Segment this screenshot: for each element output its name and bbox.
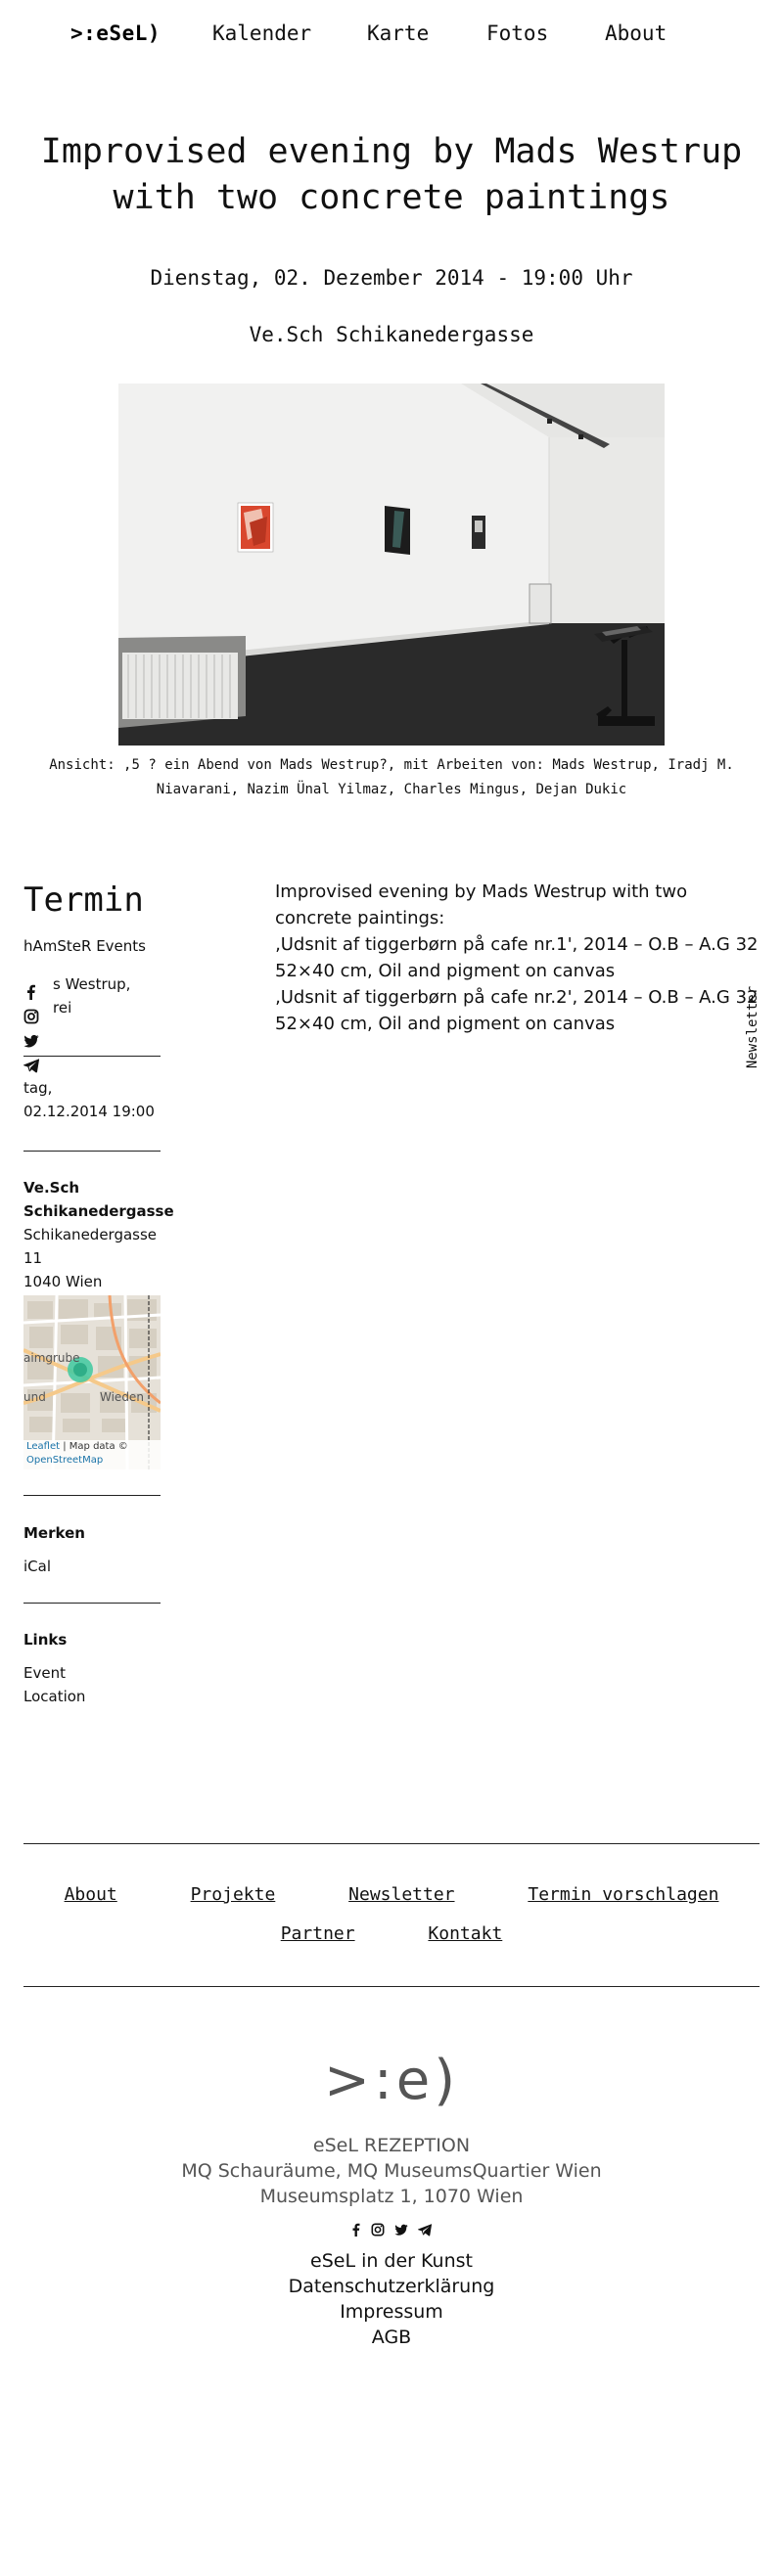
top-nav	[0, 22, 783, 51]
twitter-icon[interactable]	[394, 2223, 408, 2237]
map-label-2: Wieden	[100, 1390, 144, 1404]
footer-termin-vorschlagen[interactable]: Termin vorschlagen	[528, 1884, 719, 1905]
merken-title: Merken	[23, 1524, 85, 1542]
event-title: Improvised evening by Mads Westrup with two concrete paintings	[40, 132, 743, 217]
gallery-photo[interactable]	[118, 384, 665, 746]
event-description	[275, 879, 764, 1037]
sidebar-divider-3	[23, 1495, 161, 1496]
share-icons	[23, 984, 41, 1082]
newsletter-tab[interactable]	[744, 985, 761, 1069]
facebook-icon[interactable]	[23, 984, 39, 1000]
description-line: ‚Udsnit af tiggerbørn på cafe nr.1', 2014 – O.B – A.G 32	[275, 934, 759, 955]
venue-map[interactable]	[23, 1295, 161, 1469]
osm-link[interactable]: OpenStreetMap	[26, 1455, 104, 1466]
telegram-icon[interactable]	[418, 2223, 432, 2237]
ical-link[interactable]: iCal	[23, 1558, 52, 1575]
event-sidebar	[23, 881, 161, 1017]
venue-street: Schikanedergasse 11	[23, 1226, 158, 1267]
event-venue: Ve.Sch Schikanedergasse	[249, 323, 534, 346]
map-attribution	[23, 1440, 161, 1469]
leaflet-link[interactable]: Leaflet	[26, 1441, 61, 1452]
photo-caption: Ansicht: ‚5 ? ein Abend von Mads Westrup?, mit Arbeiten von: Mads Westrup, Iradj M. Niavarani, Nazim Ünal Yilmaz, Charles Mingus, Dejan Dukic	[49, 757, 734, 797]
description-line: Improvised evening by Mads Westrup with two concrete paintings:	[275, 881, 688, 928]
links-title: Links	[23, 1631, 68, 1649]
sidebar-merken	[23, 1521, 170, 1578]
footer-divider-bottom	[23, 1986, 760, 1987]
nav-about[interactable]: About	[605, 22, 668, 45]
legal-agb[interactable]: AGB	[371, 2327, 412, 2348]
sidebar-divider-1	[23, 1056, 161, 1057]
exhibition-room-image	[118, 384, 665, 746]
venue-city: 1040 Wien	[23, 1273, 103, 1290]
description-line: ‚Udsnit af tiggerbørn på cafe nr.2', 2014 – O.B – A.G 32	[275, 987, 759, 1008]
footer-links-row-1	[0, 1884, 783, 1905]
footer-partner[interactable]: Partner	[280, 1923, 355, 1944]
organizer-line-2: rei	[53, 999, 72, 1017]
termin-heading: Termin	[23, 881, 144, 920]
map-label-3: und	[23, 1390, 46, 1404]
footer-about[interactable]: About	[64, 1884, 117, 1905]
legal-esel-in-der-kunst[interactable]: eSeL in der Kunst	[310, 2250, 473, 2272]
sidebar-date-partial: tag,	[23, 1079, 53, 1097]
footer-links-row-2	[0, 1923, 783, 1944]
sidebar-venue	[23, 1176, 174, 1293]
footer-divider-top	[23, 1843, 760, 1844]
address-line: Museumsplatz 1, 1070 Wien	[259, 2186, 524, 2207]
footer-logo[interactable]: >:e)	[323, 2049, 460, 2112]
legal-datenschutz[interactable]: Datenschutzerklärung	[288, 2276, 495, 2297]
map-label-1: aimgrube	[23, 1351, 80, 1365]
event-date: Dienstag, 02. Dezember 2014 - 19:00 Uhr	[150, 266, 633, 290]
organizer[interactable]: hAmSteR Events	[23, 937, 146, 955]
description-line: 52×40 cm, Oil and pigment on canvas	[275, 1014, 616, 1034]
newsletter-tab-label: Newsletter	[745, 985, 760, 1069]
footer-legal-links	[0, 2248, 783, 2350]
address-line: MQ Schauräume, MQ MuseumsQuartier Wien	[181, 2160, 602, 2182]
site-logo[interactable]: >:eSeL)	[70, 22, 161, 45]
footer-address	[0, 2133, 783, 2209]
map-data-text: | Map data ©	[60, 1441, 128, 1452]
legal-impressum[interactable]: Impressum	[340, 2301, 443, 2323]
event-link[interactable]: Event	[23, 1664, 66, 1682]
facebook-icon[interactable]	[349, 2223, 363, 2237]
sidebar-datetime: 02.12.2014 19:00	[23, 1103, 155, 1120]
instagram-icon[interactable]	[371, 2223, 385, 2237]
description-line: 52×40 cm, Oil and pigment on canvas	[275, 961, 616, 981]
sidebar-divider-4	[23, 1603, 161, 1604]
organizer-line-1: s Westrup,	[53, 975, 131, 993]
twitter-icon[interactable]	[23, 1033, 39, 1049]
telegram-icon[interactable]	[23, 1058, 39, 1073]
footer-kontakt[interactable]: Kontakt	[428, 1923, 503, 1944]
location-link[interactable]: Location	[23, 1688, 86, 1705]
instagram-icon[interactable]	[23, 1009, 39, 1024]
sidebar-links	[23, 1628, 170, 1708]
footer-social-icons	[349, 2223, 438, 2240]
sidebar-divider-2	[23, 1151, 161, 1152]
nav-karte[interactable]: Karte	[367, 22, 430, 45]
venue-name[interactable]: Ve.Sch Schikanedergasse	[23, 1179, 174, 1220]
address-line: eSeL REZEPTION	[312, 2135, 471, 2156]
footer-newsletter[interactable]: Newsletter	[348, 1884, 455, 1905]
nav-fotos[interactable]: Fotos	[486, 22, 549, 45]
nav-kalender[interactable]: Kalender	[212, 22, 312, 45]
footer-projekte[interactable]: Projekte	[190, 1884, 276, 1905]
